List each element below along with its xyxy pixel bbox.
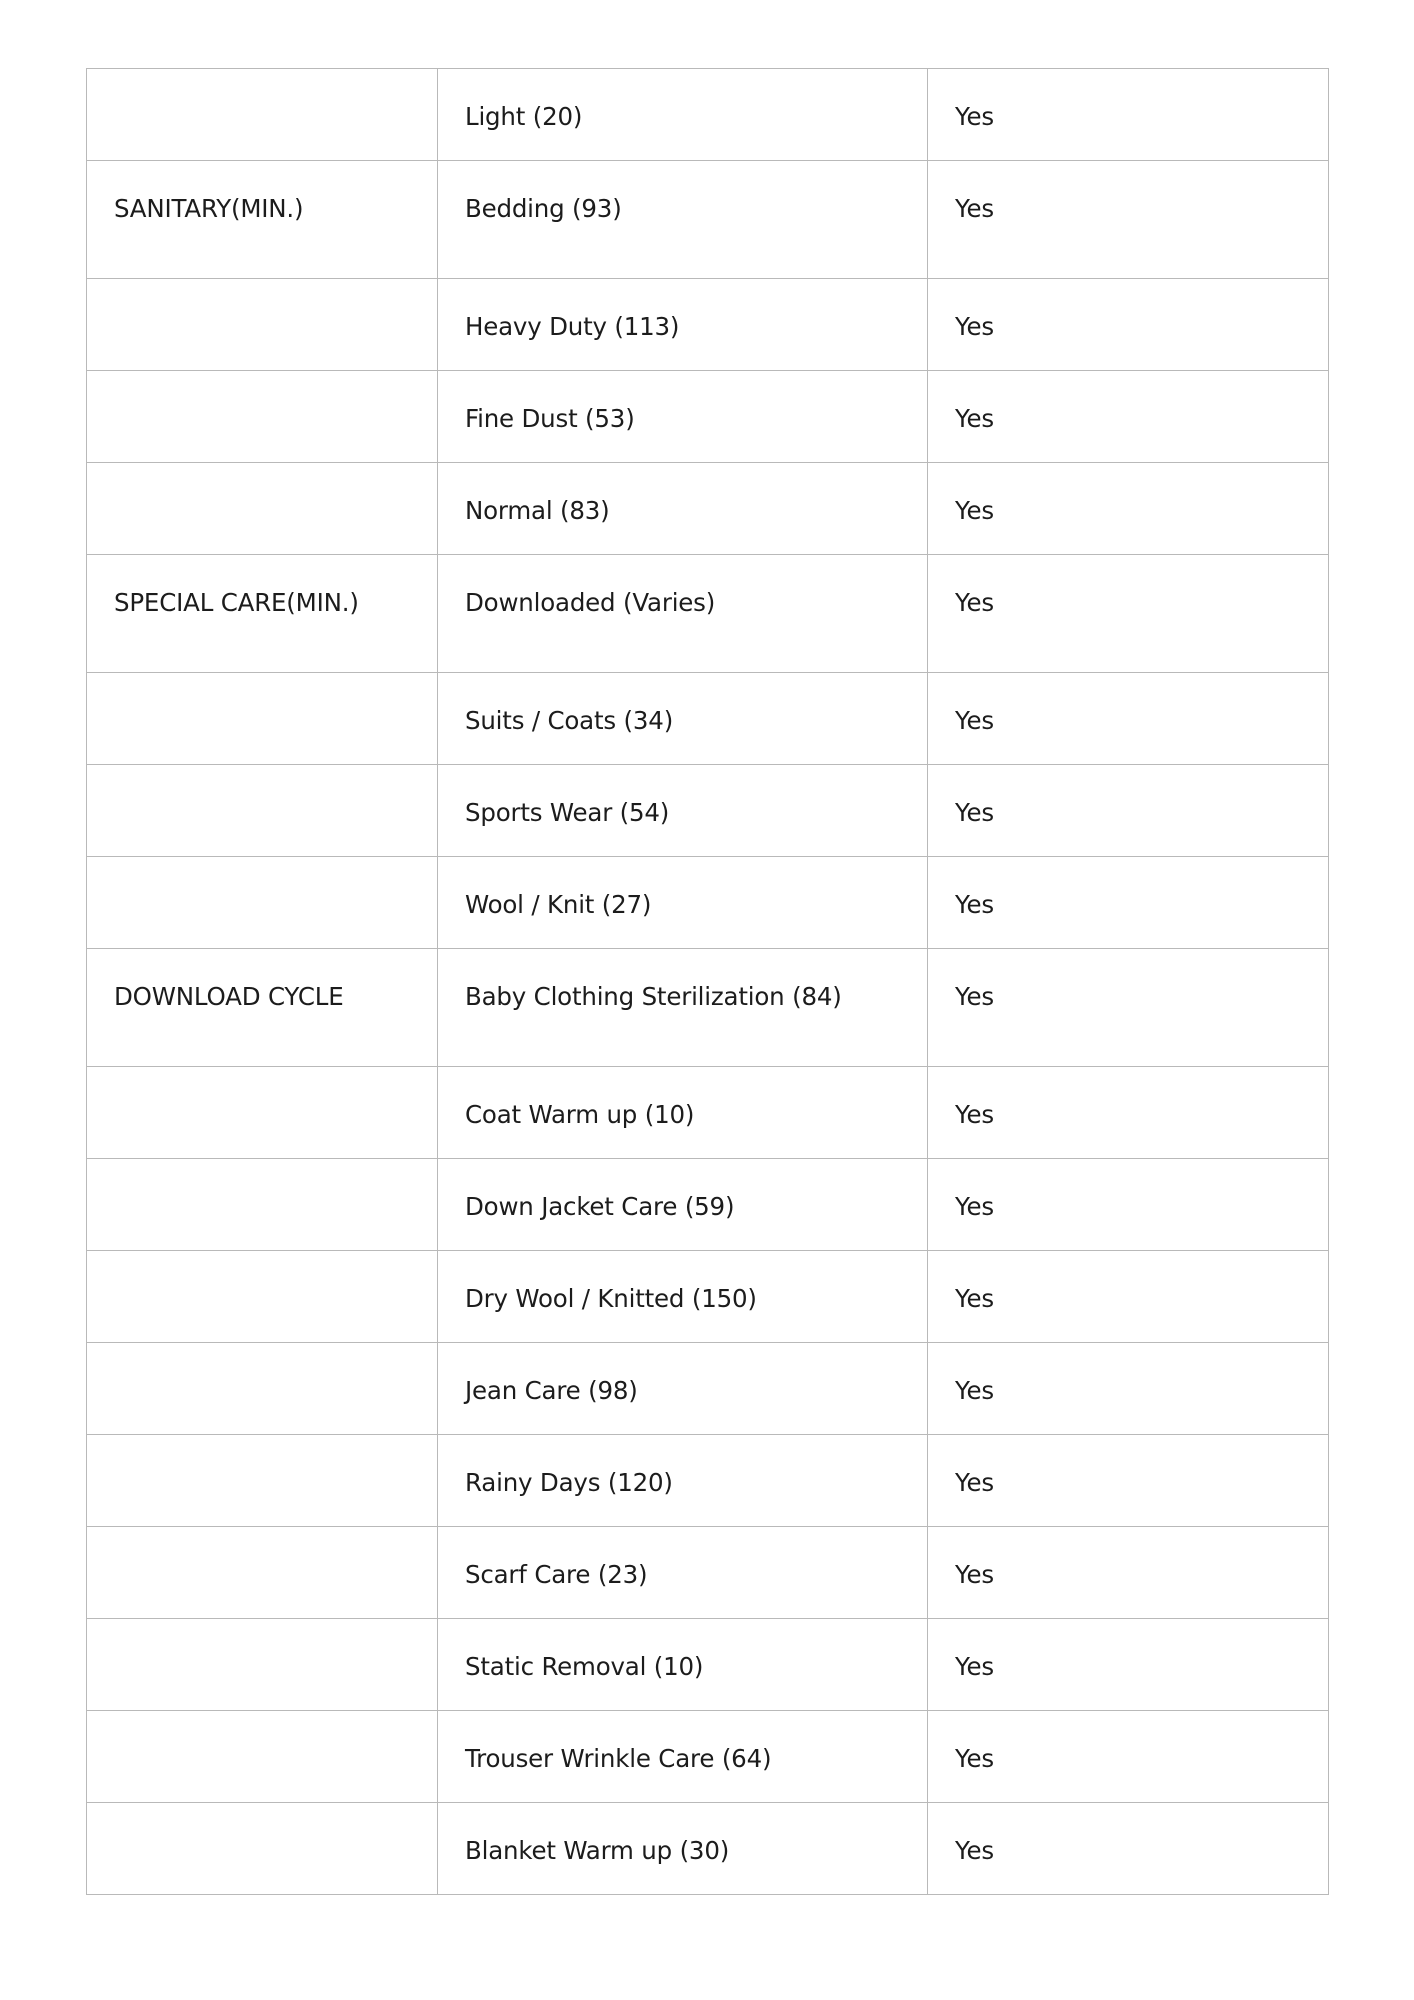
category-cell [87, 1619, 438, 1711]
category-cell [87, 1067, 438, 1159]
table-row [87, 1343, 1329, 1435]
category-cell [87, 555, 438, 673]
availability-value: Yes [955, 102, 994, 131]
table-row [87, 1435, 1329, 1527]
category-label [114, 1251, 437, 1284]
availability-cell [928, 371, 1329, 463]
cycle-cell [438, 1711, 928, 1803]
availability-cell [928, 161, 1329, 279]
cycle-label: Trouser Wrinkle Care (64) [465, 1744, 772, 1773]
category-label [114, 1343, 437, 1376]
cycle-cell [438, 279, 928, 371]
category-cell [87, 949, 438, 1067]
availability-cell [928, 279, 1329, 371]
table-row [87, 1527, 1329, 1619]
availability-cell [928, 1711, 1329, 1803]
availability-cell [928, 463, 1329, 555]
cycle-label: Light (20) [465, 102, 583, 131]
cycle-cell [438, 371, 928, 463]
cycle-table [86, 68, 1329, 1895]
cycle-label: Scarf Care (23) [465, 1560, 648, 1589]
availability-value: Yes [955, 706, 994, 735]
category-cell [87, 1803, 438, 1895]
availability-cell [928, 1067, 1329, 1159]
availability-value: Yes [955, 1744, 994, 1773]
cycle-cell [438, 857, 928, 949]
cycle-label: Bedding (93) [465, 194, 622, 223]
cycle-label: Static Removal (10) [465, 1652, 704, 1681]
category-label [114, 1619, 437, 1652]
table-row [87, 1251, 1329, 1343]
availability-cell [928, 949, 1329, 1067]
availability-value: Yes [955, 496, 994, 525]
cycle-label: Jean Care (98) [465, 1376, 638, 1405]
availability-cell [928, 1251, 1329, 1343]
cycle-label: Normal (83) [465, 496, 610, 525]
availability-value: Yes [955, 312, 994, 341]
category-label: SPECIAL CARE(MIN.) [114, 588, 359, 617]
category-label: SANITARY(MIN.) [114, 194, 304, 223]
cycle-label: Suits / Coats (34) [465, 706, 674, 735]
cycle-cell [438, 1067, 928, 1159]
table-row [87, 765, 1329, 857]
availability-cell [928, 1803, 1329, 1895]
category-label [114, 1435, 437, 1468]
category-cell [87, 1159, 438, 1251]
table-row [87, 463, 1329, 555]
category-cell [87, 673, 438, 765]
availability-cell [928, 555, 1329, 673]
availability-value: Yes [955, 194, 994, 223]
availability-value: Yes [955, 1652, 994, 1681]
table-row [87, 161, 1329, 279]
availability-value: Yes [955, 1192, 994, 1221]
cycle-label: Heavy Duty (113) [465, 312, 680, 341]
availability-value: Yes [955, 1468, 994, 1497]
availability-value: Yes [955, 404, 994, 433]
table-row [87, 1803, 1329, 1895]
cycle-label: Downloaded (Varies) [465, 588, 716, 617]
cycle-cell [438, 673, 928, 765]
category-cell [87, 161, 438, 279]
category-label [114, 857, 437, 890]
category-label [114, 279, 437, 312]
category-label [114, 1711, 437, 1744]
cycle-cell [438, 69, 928, 161]
table-row [87, 1067, 1329, 1159]
category-label [114, 1159, 437, 1192]
availability-cell [928, 765, 1329, 857]
cycle-cell [438, 555, 928, 673]
category-cell [87, 1711, 438, 1803]
cycle-label: Down Jacket Care (59) [465, 1192, 735, 1221]
cycle-label: Rainy Days (120) [465, 1468, 673, 1497]
category-cell [87, 69, 438, 161]
cycle-cell [438, 1527, 928, 1619]
cycle-label: Wool / Knit (27) [465, 890, 652, 919]
category-cell [87, 1435, 438, 1527]
category-cell [87, 1527, 438, 1619]
table-row [87, 857, 1329, 949]
availability-value: Yes [955, 1284, 994, 1313]
table-row [87, 69, 1329, 161]
table-row [87, 1159, 1329, 1251]
category-label [114, 463, 437, 496]
table-row [87, 279, 1329, 371]
table-row [87, 1619, 1329, 1711]
availability-value: Yes [955, 1376, 994, 1405]
category-label [114, 673, 437, 706]
cycle-cell [438, 463, 928, 555]
availability-cell [928, 673, 1329, 765]
cycle-label: Baby Clothing Sterilization (84) [465, 982, 842, 1011]
cycle-label: Dry Wool / Knitted (150) [465, 1284, 757, 1313]
cycle-cell [438, 765, 928, 857]
table-row [87, 555, 1329, 673]
category-cell [87, 765, 438, 857]
cycle-cell [438, 1159, 928, 1251]
availability-cell [928, 857, 1329, 949]
cycle-label: Coat Warm up (10) [465, 1100, 695, 1129]
category-cell [87, 1251, 438, 1343]
category-cell [87, 857, 438, 949]
availability-value: Yes [955, 798, 994, 827]
cycle-cell [438, 161, 928, 279]
cycle-cell [438, 949, 928, 1067]
availability-cell [928, 1527, 1329, 1619]
availability-cell [928, 1159, 1329, 1251]
category-label [114, 1527, 437, 1560]
availability-value: Yes [955, 588, 994, 617]
availability-value: Yes [955, 1560, 994, 1589]
category-label [114, 765, 437, 798]
cycle-label: Sports Wear (54) [465, 798, 670, 827]
table-row [87, 949, 1329, 1067]
category-cell [87, 1343, 438, 1435]
cycle-cell [438, 1343, 928, 1435]
category-cell [87, 371, 438, 463]
availability-value: Yes [955, 890, 994, 919]
category-cell [87, 463, 438, 555]
category-cell [87, 279, 438, 371]
cycle-table-body [87, 69, 1329, 1895]
availability-cell [928, 1435, 1329, 1527]
availability-value: Yes [955, 1100, 994, 1129]
category-label [114, 1803, 437, 1836]
cycle-cell [438, 1803, 928, 1895]
availability-cell [928, 1619, 1329, 1711]
table-row [87, 371, 1329, 463]
category-label [114, 371, 437, 404]
category-label: DOWNLOAD CYCLE [114, 982, 344, 1011]
availability-cell [928, 1343, 1329, 1435]
table-row [87, 1711, 1329, 1803]
availability-cell [928, 69, 1329, 161]
cycle-label: Fine Dust (53) [465, 404, 635, 433]
availability-value: Yes [955, 1836, 994, 1865]
cycle-cell [438, 1435, 928, 1527]
cycle-cell [438, 1619, 928, 1711]
cycle-label: Blanket Warm up (30) [465, 1836, 730, 1865]
cycle-cell [438, 1251, 928, 1343]
table-row [87, 673, 1329, 765]
availability-value: Yes [955, 982, 994, 1011]
category-label [114, 1067, 437, 1100]
category-label [114, 69, 437, 102]
